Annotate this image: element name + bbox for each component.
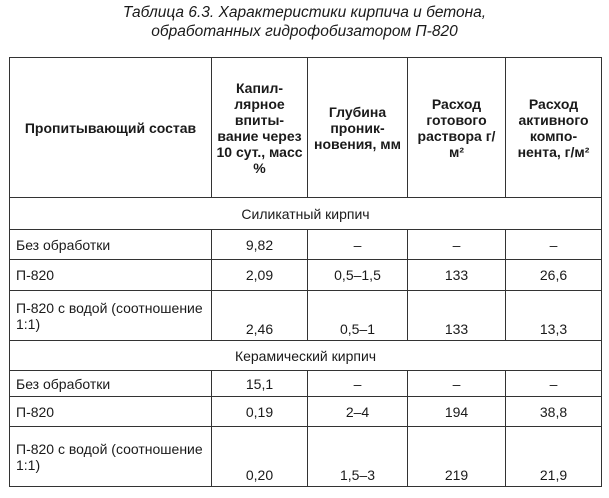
cell-active: 21,9 — [506, 427, 602, 487]
cell-solution: 133 — [408, 260, 506, 291]
cell-depth: 0,5–1 — [308, 291, 408, 341]
cell-name: П-820 — [10, 260, 212, 291]
cell-depth: 2–4 — [308, 397, 408, 427]
table-row — [10, 291, 602, 341]
header-absorption: Капил-лярное впиты-вание через 10 сут., масс % — [212, 58, 308, 198]
cell-solution: – — [408, 230, 506, 260]
cell-name: П-820 с водой (соотношение 1:1) — [10, 427, 212, 487]
cell-depth: 0,5–1,5 — [308, 260, 408, 291]
cell-depth: 1,5–3 — [308, 427, 408, 487]
cell-absorption: 0,19 — [212, 397, 308, 427]
cell-active: 38,8 — [506, 397, 602, 427]
cell-absorption: 9,82 — [212, 230, 308, 260]
cell-active: – — [506, 371, 602, 397]
caption-line-1: Таблица 6.3. Характеристики кирпича и бетона, — [122, 4, 487, 21]
group-title: Керамический кирпич — [10, 341, 602, 371]
cell-active: 13,3 — [506, 291, 602, 341]
table-row — [10, 371, 602, 397]
cell-name: П-820 с водой (соотношение 1:1) — [10, 291, 212, 341]
cell-absorption: 2,46 — [212, 291, 308, 341]
cell-solution: – — [408, 371, 506, 397]
cell-name: П-820 — [10, 397, 212, 427]
group-title: Силикатный кирпич — [10, 198, 602, 230]
caption-line-2: обработанных гидрофобизатором П-820 — [151, 23, 458, 40]
group-row — [10, 341, 602, 371]
header-row — [10, 58, 602, 198]
header-active-consumption: Расход активного компо-нента, г/м² — [506, 58, 602, 198]
table-row — [10, 230, 602, 260]
header-solution-consumption: Расход готового раствора г/м² — [408, 58, 506, 198]
cell-absorption: 0,20 — [212, 427, 308, 487]
characteristics-table — [9, 57, 602, 487]
header-depth: Глубина проник-новения, мм — [308, 58, 408, 198]
group-row — [10, 198, 602, 230]
cell-depth: – — [308, 230, 408, 260]
table-row — [10, 427, 602, 487]
table-row — [10, 260, 602, 291]
cell-depth: – — [308, 371, 408, 397]
cell-name: Без обработки — [10, 230, 212, 260]
cell-name: Без обработки — [10, 371, 212, 397]
cell-solution: 194 — [408, 397, 506, 427]
cell-solution: 133 — [408, 291, 506, 341]
cell-active: 26,6 — [506, 260, 602, 291]
cell-solution: 219 — [408, 427, 506, 487]
cell-absorption: 15,1 — [212, 371, 308, 397]
cell-absorption: 2,09 — [212, 260, 308, 291]
cell-active: – — [506, 230, 602, 260]
header-composition: Пропитывающий состав — [10, 58, 212, 198]
table-row — [10, 397, 602, 427]
